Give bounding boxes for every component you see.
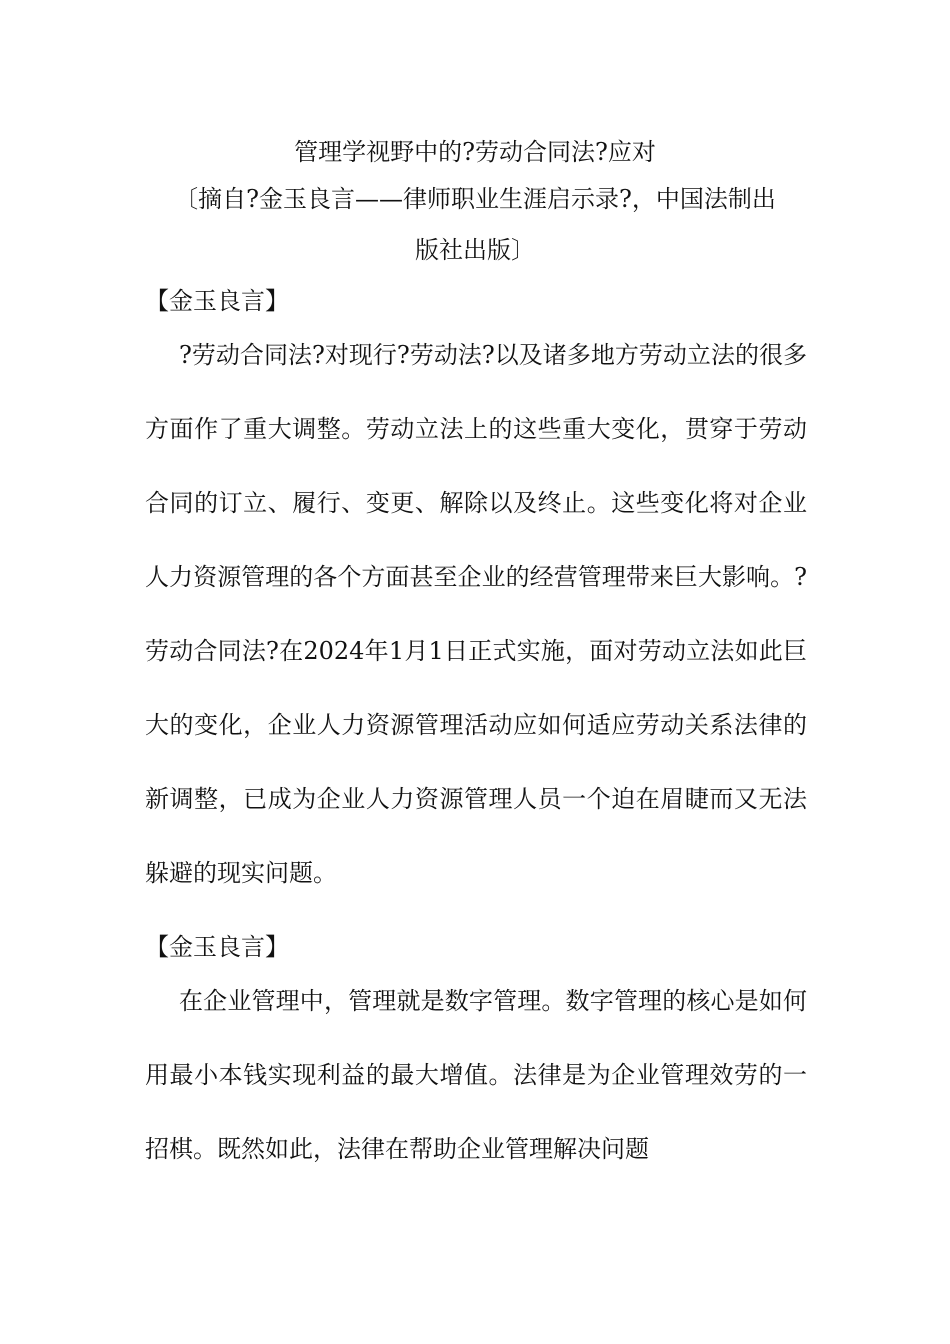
document-title: 管理学视野中的?劳动合同法?应对 [294,138,656,166]
source-note-line2: 版社出版〕 [415,236,535,264]
source-note-line1: 〔摘自?金玉良言——律师职业生涯启示录?，中国法制出 [174,185,776,213]
section-heading: 【金玉良言】 [145,933,289,961]
section-paragraph: 在企业管理中，管理就是数字管理。数字管理的核心是如何用最小本钱实现利益的最大增值。法律是为企业管理效劳的一招棋。既然如此，法律在帮助企业管理解决问题 [145,987,807,1163]
section-paragraph: ?劳动合同法?对现行?劳动法?以及诸多地方劳动立法的很多方面作了重大调整。劳动立法上的这些重大变化，贯穿于劳动合同的订立、履行、变更、解除以及终止。这些变化将对企业人力资源管理的各个方面甚至企业的经营管理带来巨大影响。?劳动合同法?在2024年1月1日正式实施，面对劳动立法如此巨大的变化，企业人力资源管理活动应如何适应劳动关系法律的新调整，已成为企业人力资源管理人员一个迫在眉睫而又无法躲避的现实问题。 [145,341,807,887]
section-heading: 【金玉良言】 [145,287,289,315]
